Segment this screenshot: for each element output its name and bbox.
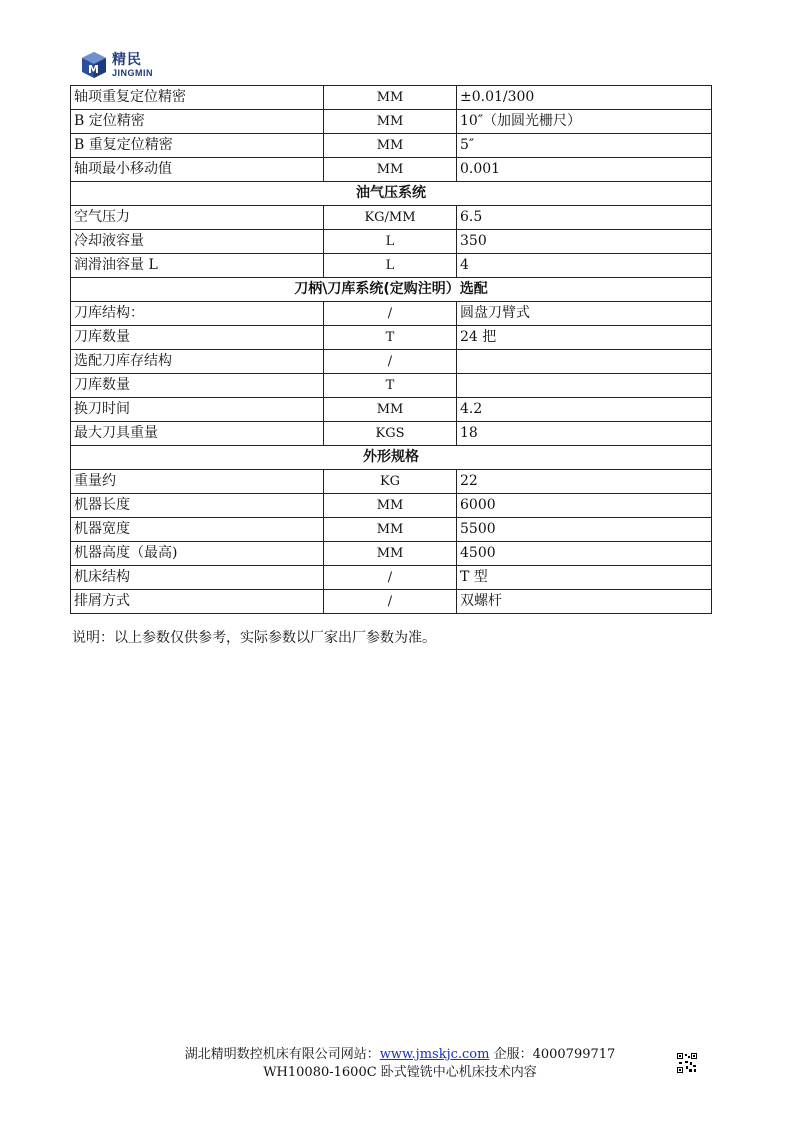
param-value-cell: 圆盘刀臂式 (457, 302, 712, 326)
param-name-cell: 冷却液容量 (71, 230, 324, 254)
param-value-cell: 18 (457, 422, 712, 446)
logo-cube-icon (80, 51, 108, 79)
spec-row (71, 158, 712, 182)
qr-code-icon (677, 1053, 697, 1073)
param-name-cell: 润滑油容量 L (71, 254, 324, 278)
param-value-cell: 24 把 (457, 326, 712, 350)
param-value-cell: 5500 (457, 518, 712, 542)
param-name-cell: 刀库数量 (71, 326, 324, 350)
spec-row (71, 422, 712, 446)
spec-row (71, 398, 712, 422)
section-header-row (71, 278, 712, 302)
param-unit-cell: MM (324, 86, 457, 110)
spec-row (71, 110, 712, 134)
param-name-cell: 机器宽度 (71, 518, 324, 542)
spec-row (71, 470, 712, 494)
param-value-cell: 6.5 (457, 206, 712, 230)
param-value-cell: 双螺杆 (457, 590, 712, 614)
param-value-cell: 4.2 (457, 398, 712, 422)
website-link[interactable]: www.jmskjc.com (379, 1047, 490, 1062)
param-value-cell: T 型 (457, 566, 712, 590)
svg-text:M: M (88, 63, 99, 76)
section-title: 外形规格 (71, 446, 712, 470)
spec-row (71, 350, 712, 374)
param-name-cell: 轴项最小移动值 (71, 158, 324, 182)
param-unit-cell: MM (324, 494, 457, 518)
footer-hotline: 企服：4000799717 (489, 1047, 616, 1062)
logo-en-text: JINGMIN (112, 67, 154, 78)
param-unit-cell: MM (324, 542, 457, 566)
param-unit-cell: MM (324, 134, 457, 158)
param-name-cell: 重量约 (71, 470, 324, 494)
param-unit-cell: L (324, 254, 457, 278)
param-value-cell (457, 350, 712, 374)
param-name-cell: 空气压力 (71, 206, 324, 230)
param-value-cell: 4500 (457, 542, 712, 566)
spec-row (71, 230, 712, 254)
param-value-cell: ±0.01/300 (457, 86, 712, 110)
param-value-cell: 4 (457, 254, 712, 278)
param-value-cell: 22 (457, 470, 712, 494)
footer-company: 湖北精明数控机床有限公司网站： (184, 1047, 380, 1062)
spec-row (71, 494, 712, 518)
param-unit-cell: T (324, 326, 457, 350)
param-name-cell: B 定位精密 (71, 110, 324, 134)
spec-row (71, 566, 712, 590)
section-title: 油气压系统 (71, 182, 712, 206)
spec-row (71, 134, 712, 158)
spec-row (71, 518, 712, 542)
param-unit-cell: KGS (324, 422, 457, 446)
param-name-cell: 刀库数量 (71, 374, 324, 398)
param-unit-cell: MM (324, 110, 457, 134)
spec-row (71, 374, 712, 398)
spec-row (71, 254, 712, 278)
company-logo (80, 48, 153, 82)
param-name-cell: 轴项重复定位精密 (71, 86, 324, 110)
param-unit-cell: T (324, 374, 457, 398)
param-unit-cell: MM (324, 158, 457, 182)
spec-row (71, 302, 712, 326)
param-unit-cell: MM (324, 398, 457, 422)
param-name-cell: 排屑方式 (71, 590, 324, 614)
param-unit-cell: KG/MM (324, 206, 457, 230)
param-name-cell: 机床结构 (71, 566, 324, 590)
param-name-cell: 选配刀库存结构 (71, 350, 324, 374)
spec-row (71, 542, 712, 566)
spec-row (71, 326, 712, 350)
param-unit-cell: KG (324, 470, 457, 494)
logo-cn-text: 精民 (112, 51, 142, 68)
param-value-cell: 5″ (457, 134, 712, 158)
param-unit-cell: / (324, 302, 457, 326)
param-name-cell: 换刀时间 (71, 398, 324, 422)
section-header-row (71, 182, 712, 206)
spec-row (71, 590, 712, 614)
param-unit-cell: / (324, 590, 457, 614)
section-header-row (71, 446, 712, 470)
param-name-cell: 刀库结构： (71, 302, 324, 326)
spec-row (71, 206, 712, 230)
param-name-cell: 机器长度 (71, 494, 324, 518)
spec-table (70, 85, 712, 614)
param-unit-cell: L (324, 230, 457, 254)
param-name-cell: 最大刀具重量 (71, 422, 324, 446)
param-value-cell (457, 374, 712, 398)
disclaimer-note: 说明：以上参数仅供参考，实际参数以厂家出厂参数为准。 (72, 630, 436, 646)
spec-row (71, 86, 712, 110)
param-name-cell: B 重复定位精密 (71, 134, 324, 158)
param-value-cell: 6000 (457, 494, 712, 518)
param-unit-cell: / (324, 566, 457, 590)
param-unit-cell: MM (324, 518, 457, 542)
section-title: 刀柄\刀库系统(定购注明）选配 (71, 278, 712, 302)
param-value-cell: 10″（加圆光栅尺） (457, 110, 712, 134)
param-value-cell: 0.001 (457, 158, 712, 182)
param-name-cell: 机器高度（最高) (71, 542, 324, 566)
param-value-cell: 350 (457, 230, 712, 254)
param-unit-cell: / (324, 350, 457, 374)
footer-line-2: WH10080-1600C 卧式镗铣中心机床技术内容 (263, 1065, 537, 1080)
